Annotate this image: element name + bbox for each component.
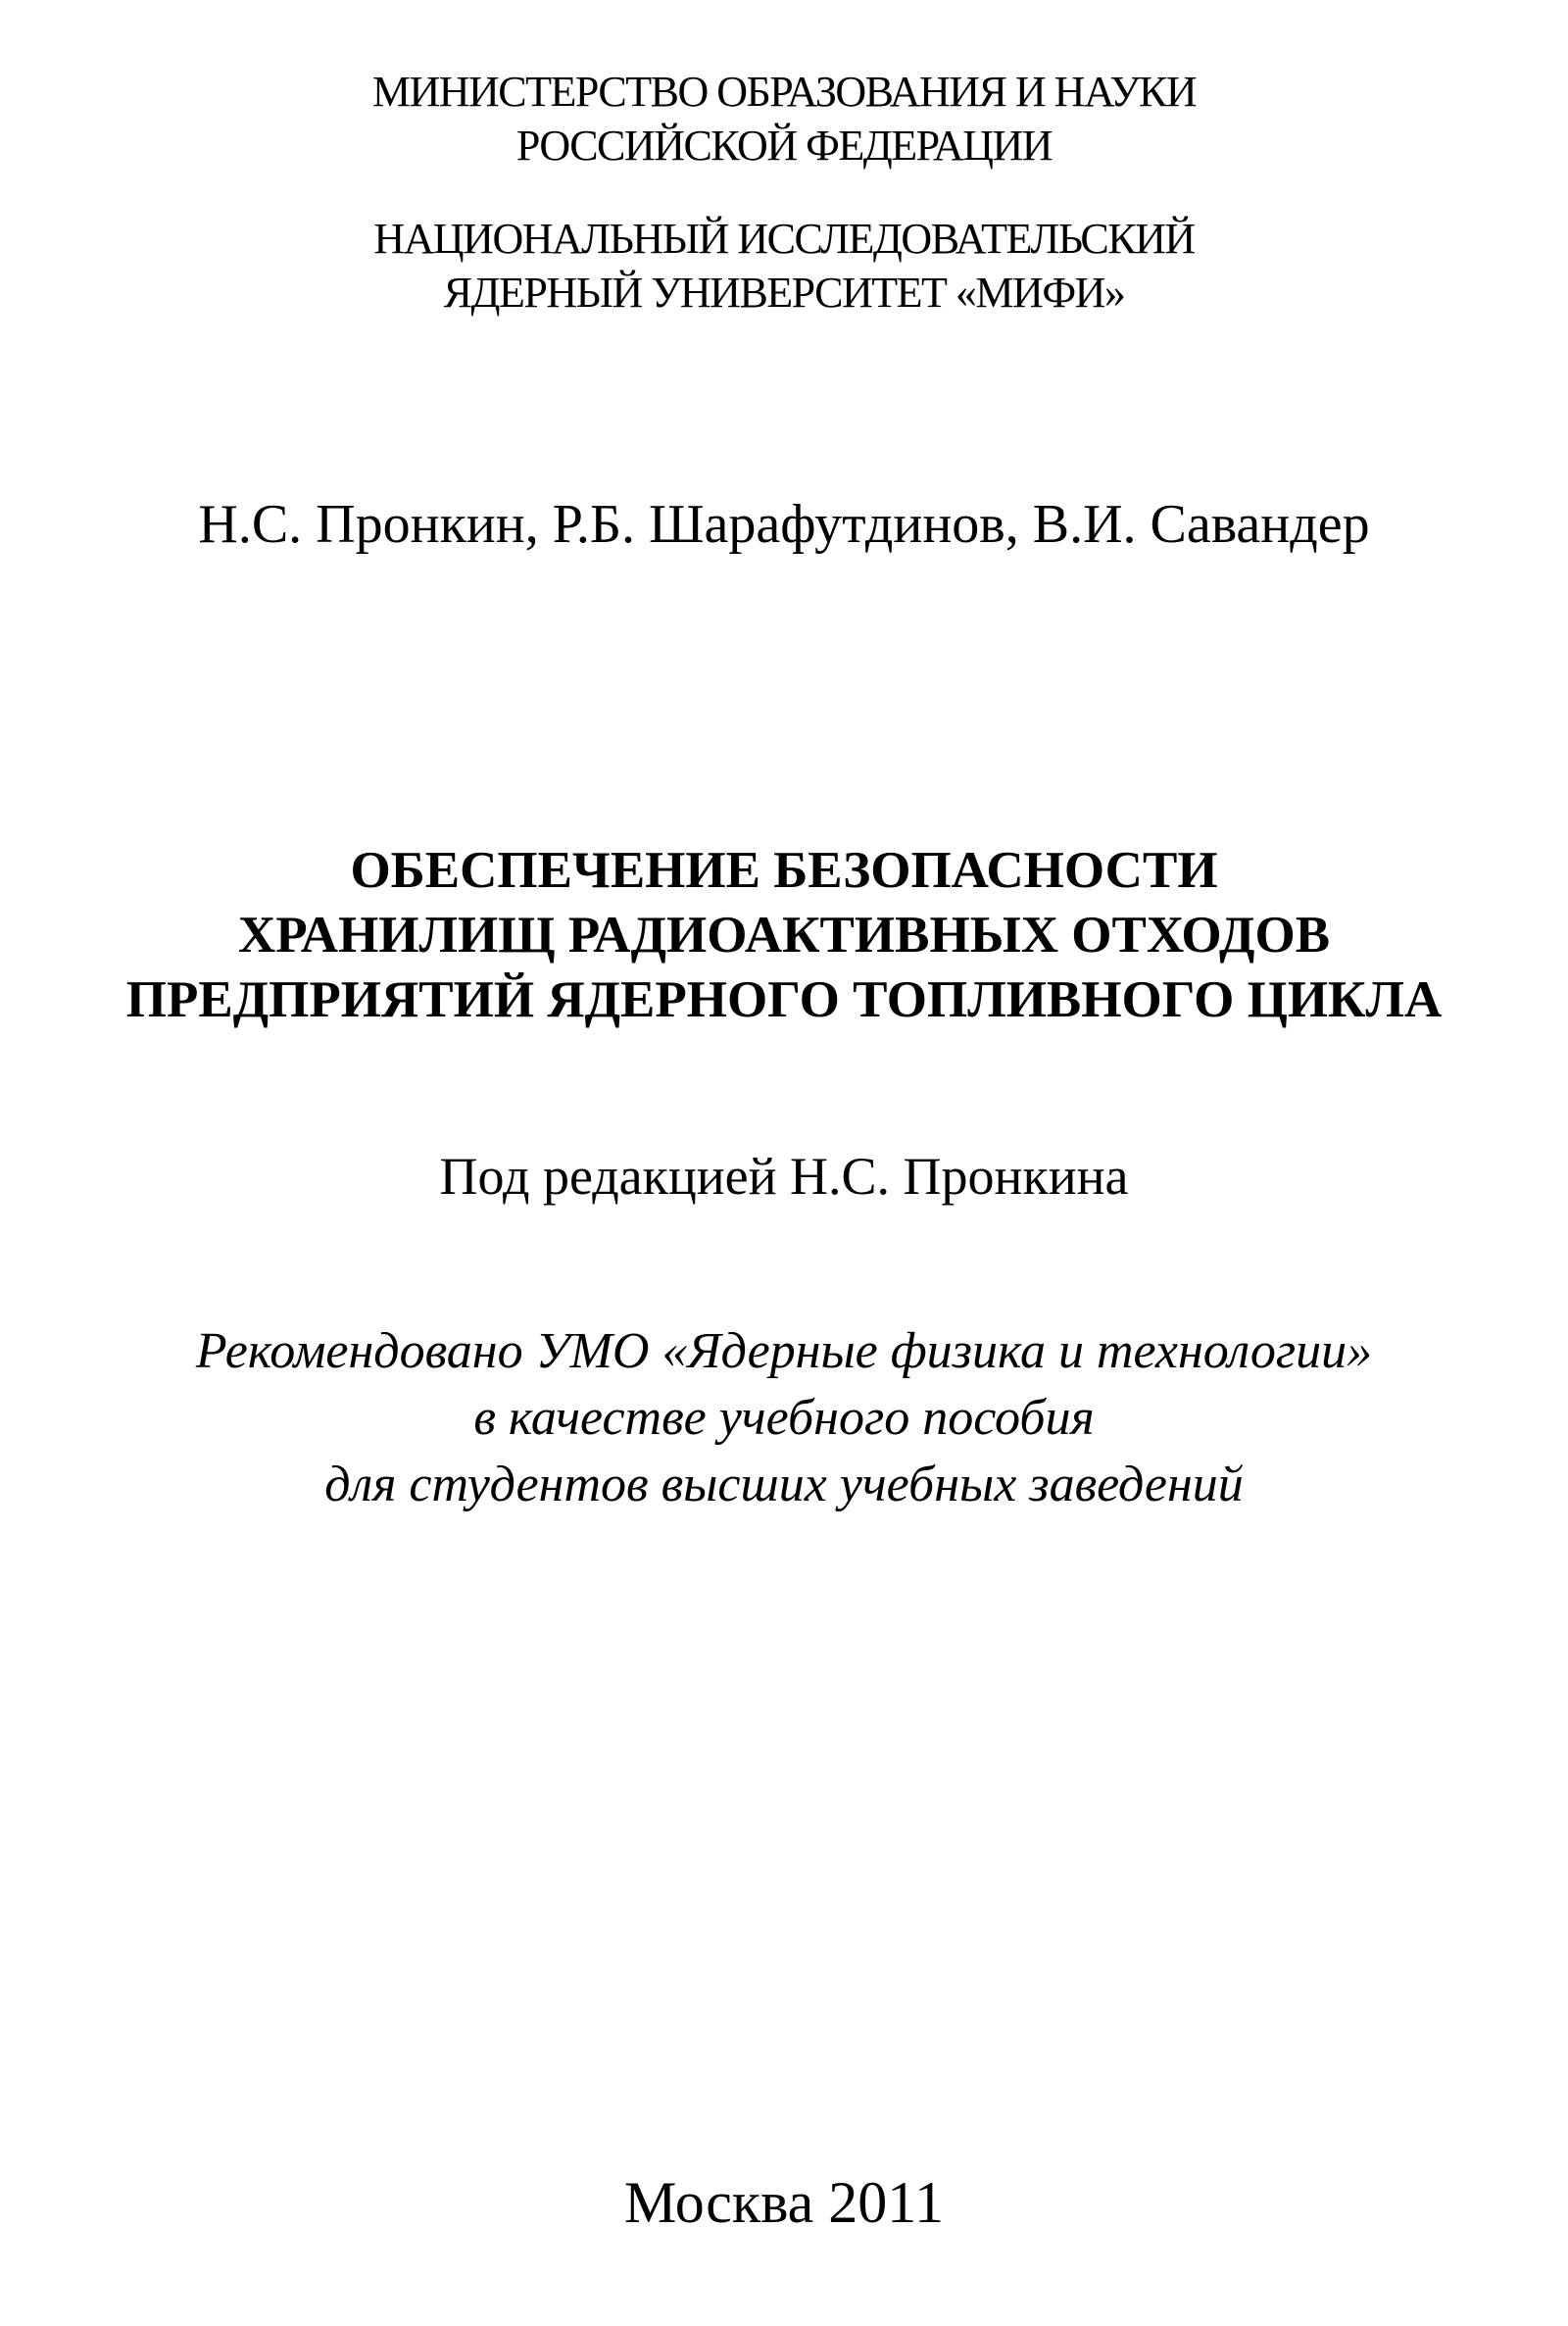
book-title [0,838,1568,1032]
ministry-heading [0,65,1568,173]
authors [0,490,1568,559]
editor-line: Под редакцией Н.С. Пронкина [439,1147,1129,1206]
recommendation-line-1: Рекомендовано УМО «Ядерные физика и технологии» [195,1323,1373,1379]
university-heading [0,212,1568,320]
city-year-line: Москва 2011 [623,2170,945,2235]
recommendation-line-2: в качестве учебного пособия [473,1390,1095,1446]
city-year [0,2166,1568,2239]
recommendation [0,1318,1568,1518]
ministry-line-2: РОССИЙСКОЙ ФЕДЕРАЦИИ [515,122,1053,170]
university-line-2: ЯДЕРНЫЙ УНИВЕРСИТЕТ «МИФИ» [443,269,1125,317]
recommendation-line-3: для студентов высших учебных заведений [324,1457,1244,1512]
title-line-1: ОБЕСПЕЧЕНИЕ БЕЗОПАСНОСТИ [350,842,1218,899]
university-line-1: НАЦИОНАЛЬНЫЙ ИССЛЕДОВАТЕЛЬСКИЙ [373,215,1195,263]
editor [0,1142,1568,1211]
authors-line: Н.С. Пронкин, Р.Б. Шарафутдинов, В.И. Савандер [198,494,1370,555]
title-line-3: ПРЕДПРИЯТИЙ ЯДЕРНОГО ТОПЛИВНОГО ЦИКЛА [125,971,1443,1028]
title-line-2: ХРАНИЛИЩ РАДИОАКТИВНЫХ ОТХОДОВ [237,907,1331,964]
ministry-line-1: МИНИСТЕРСТВО ОБРАЗОВАНИЯ И НАУКИ [371,68,1197,116]
